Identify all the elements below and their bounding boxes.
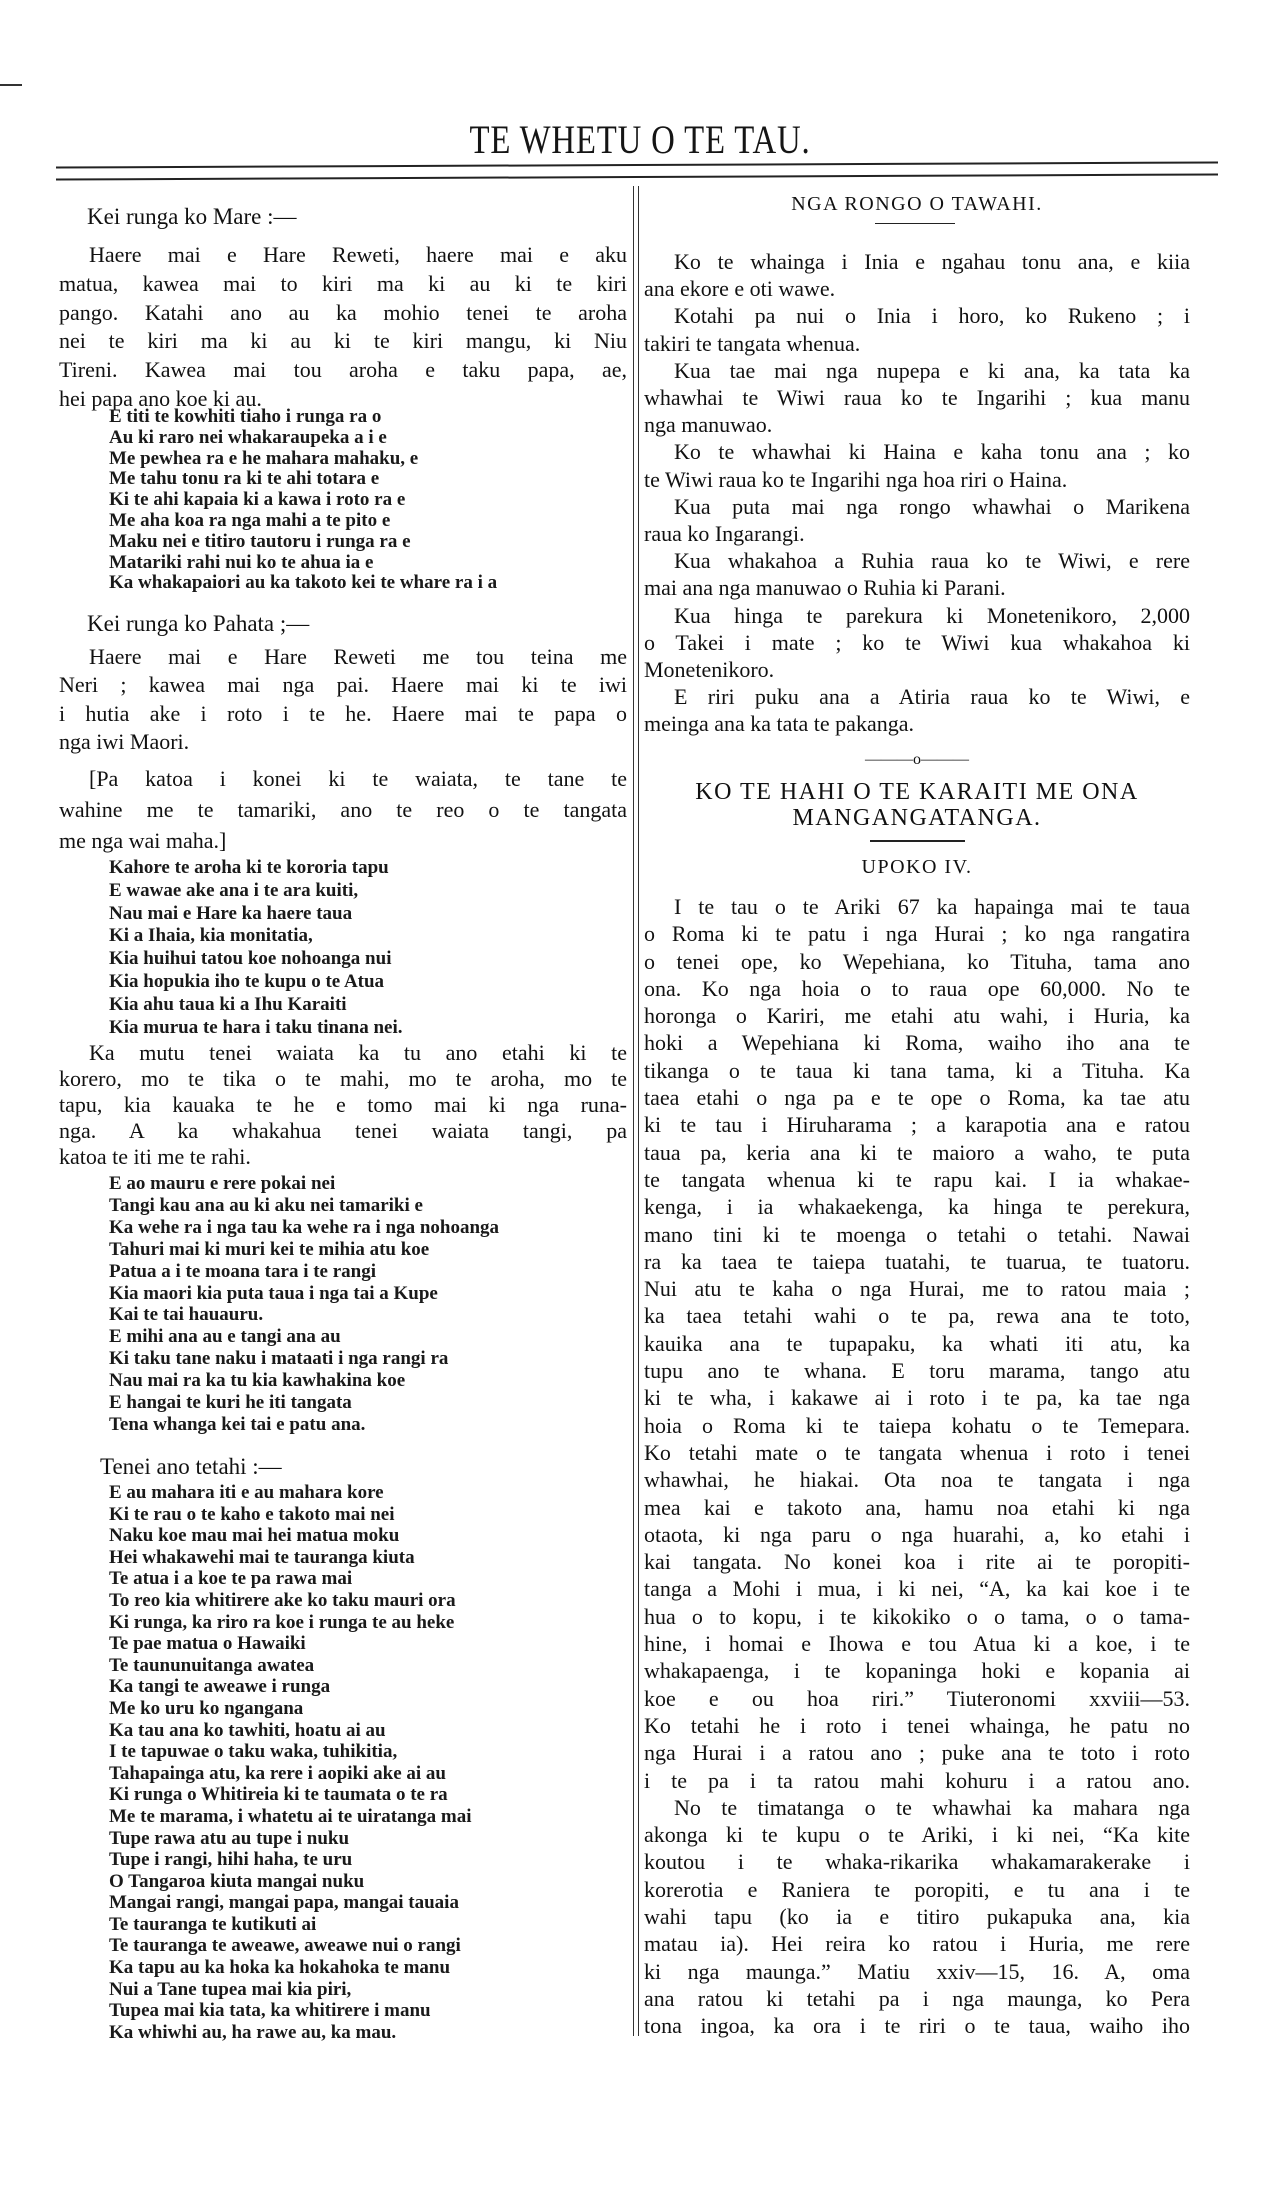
text-line: hoia o Roma ki te taiepa kohatu o te Temepara. [644, 1412, 1190, 1438]
text-line: Ko tetahi he i roto i tenei whainga, he patu no [644, 1712, 1190, 1738]
text-line: ki nga maunga.” Matiu xxiv—15, 16. A, oma [644, 1958, 1190, 1984]
poem-line: Nau mai ra ka tu kia kawhakina koe [109, 1370, 406, 1392]
text-line: otaota, ki nga paru o nga huarahi, a, ko etahi i [644, 1521, 1190, 1547]
masthead-rule-bottom [56, 173, 1218, 180]
paragraph [644, 683, 1190, 737]
text-line: nga. A ka whakahua tenei waiata tangi, pa [59, 1118, 627, 1143]
poem-line: Tena whanga kei tai e patu ana. [109, 1413, 366, 1435]
poem-line: Tupea mai kia tata, ka whitirere i manu [109, 2000, 431, 2022]
paragraph [59, 1040, 627, 1170]
poem-line: Kia murua te hara i taku tinana nei. [109, 1016, 403, 1038]
news-heading-rule [875, 223, 955, 224]
text-line: Haere mai e Hare Reweti, haere mai e aku [89, 242, 627, 267]
column-divider [633, 186, 634, 2036]
text-line: Kua hinga te parekura ki Monetenikoro, 2,000 [674, 602, 1190, 628]
paragraph-mare [59, 241, 627, 414]
text-line: mano tini ki te moenga o tetahi o tetahi. Nawai [644, 1221, 1190, 1247]
text-line: kauika ana te tupapaku, ka whati iti atu, ka [644, 1330, 1190, 1356]
text-line: ana ekore e oti wawe. [644, 276, 836, 302]
poem-line: Me ko uru ko ngangana [109, 1697, 304, 1719]
poem-line: Me te marama, i whatetu ai te uiratanga mai [109, 1805, 472, 1827]
text-line: tona ingoa, ka ora i te riri o te taua, waiho iho [644, 2013, 1190, 2039]
poem-3 [109, 1173, 499, 1436]
text-line: Kua puta mai nga rongo whawhai o Marikena [674, 493, 1190, 519]
text-line: o tenei ope, ko Wepehiana, ko Tituha, tama ano [644, 948, 1190, 974]
poem-line: Me tahu tonu ra ki te ahi totara e [109, 468, 380, 490]
poem-line: Ka tapu au ka hoka ka hokahoka te manu [109, 1957, 451, 1979]
poem-line: Naku koe mau mai hei matua moku [109, 1525, 400, 1547]
text-line: mea kai e takoto ana, hamu noa etahi ki nga [644, 1494, 1190, 1520]
masthead-title: TE WHETU O TE TAU. [469, 117, 811, 162]
text-line: ka taea tetahi wahi o te pa, rewa ana te toto, [644, 1303, 1190, 1329]
poem-line: Ka whiwhi au, ha rawe au, ka mau. [109, 2021, 397, 2043]
text-line: hoki a Wepehiana ki Roma, waiho iho ana te [644, 1030, 1190, 1056]
poem-line: E au mahara iti e au mahara kore [109, 1482, 384, 1503]
poem-line: E mihi ana au e tangi ana au [109, 1326, 341, 1348]
paragraph [644, 248, 1190, 302]
poem-line: Te taununuitanga awatea [109, 1654, 315, 1676]
text-line: whakapaenga, i te kopaninga hoki e kopania ai [644, 1658, 1190, 1684]
text-line: No te timatanga o te whawhai ka mahara nga [674, 1794, 1190, 1820]
text-line: meinga ana ka tata te pakanga. [644, 711, 914, 737]
poem-line: Kia hopukia iho te kupu o te Atua [109, 970, 385, 992]
poem-line: Hei whakawehi mai te tauranga kiuta [109, 1546, 415, 1568]
text-line: whawhai te Wiwi raua ko te Ingarihi ; kua manu [644, 385, 1190, 411]
poem-line: Mangai rangi, mangai papa, mangai tauaia [109, 1892, 459, 1914]
text-line: nga iwi Maori. [59, 728, 190, 754]
poem-line: Kia ahu taua ki a Ihu Karaiti [109, 993, 347, 1015]
poem-line: Au ki raro nei whakaraupeka a i e [109, 426, 387, 448]
poem-line: Ki runga, ka riro ra koe i runga te au heke [109, 1611, 455, 1633]
text-line: takiri te tangata whenua. [644, 330, 861, 356]
text-line: o Takei i mate ; ko te Wiwi kua whakahoa ki [644, 629, 1190, 655]
text-line: Nui atu te kaha o nga Hurai, me to ratou maia ; [644, 1276, 1190, 1302]
poem-line: Kia maori kia puta taua i nga tai a Kupe [109, 1282, 438, 1304]
paragraph [644, 493, 1190, 547]
poem-line: Tangi kau ana au ki aku nei tamariki e [109, 1194, 423, 1216]
text-line: [Pa katoa i konei ki te waiata, te tane te [89, 766, 627, 791]
text-line: nga manuwao. [644, 412, 773, 438]
text-line: kenga, i ia whakaekenga, ka hinga te perekura, [644, 1194, 1190, 1220]
text-line: E riri puku ana a Atiria raua ko te Wiwi, e [674, 684, 1190, 710]
text-line: nei te kiri ma ki au ki te kiri mangu, ki Niu [59, 328, 627, 354]
text-line: hua o to kopu, i te kikokiko o o tama, o o tama- [644, 1603, 1190, 1629]
text-line: koutou i te whaka-rikarika whakamarakerake i [644, 1849, 1190, 1875]
margin-mark [0, 84, 22, 86]
paragraph [644, 893, 1190, 1794]
poem-line: Ki te rau o te kaho e takoto mai nei [109, 1503, 395, 1525]
text-line: nga Hurai i a ratou ano ; puke ana te toto i roto [644, 1740, 1190, 1766]
text-line: i hutia ake i roto i te he. Haere mai te papa o [59, 700, 627, 726]
column-divider-inner [638, 186, 639, 2036]
poem-4 [109, 1482, 472, 2043]
poem-line: Ka wehe ra i nga tau ka wehe ra i nga nohoanga [109, 1216, 500, 1238]
text-line: pango. Katahi ano au ka mohio tenei te aroha [59, 299, 627, 325]
poem-line: Ki runga o Whitireia ki te taumata o te ra [109, 1784, 448, 1806]
paragraph-pahata [59, 643, 627, 756]
news-heading: NGA RONGO O TAWAHI. [791, 193, 1043, 215]
paragraph [644, 1794, 1190, 2040]
text-line: ra ka taea te taiepa tuatahi, te tuarua, te tuatoru. [644, 1248, 1190, 1274]
poem-line: Tahapainga atu, ka rere i aopiki ake ai au [109, 1762, 446, 1784]
poem-line: Ki taku tane naku i mataati i nga rangi ra [109, 1348, 449, 1370]
text-line: Ko te whainga i Inia e ngahau tonu ana, e kiia [674, 249, 1190, 274]
poem-line: Ki te ahi kapaia ki a kawa i roto ra e [109, 489, 406, 511]
text-line: tapu, kia kauaka te he e tomo mai ki nga runa- [59, 1092, 627, 1117]
paragraph [644, 547, 1190, 601]
poem-line: Ki a Ihaia, kia monitatia, [109, 925, 313, 947]
text-line: koe e ou hoa riri.” Tiuteronomi xxviii—53. [644, 1685, 1190, 1711]
paragraph [59, 241, 627, 414]
text-line: tikanga o te taua ki tana tama, ki a Tituha. Ka [644, 1057, 1190, 1083]
text-line: i te pa i ta ratou mahi kohuru i a ratou ano. [644, 1767, 1190, 1793]
text-line: taua pa, keria ana ki te maioro a waho, te puta [644, 1139, 1190, 1165]
poem-2 [109, 857, 402, 1039]
text-line: raua ko Ingarangi. [644, 521, 805, 547]
section-heading-mare: Kei runga ko Mare :— [87, 204, 297, 229]
text-line: I te tau o te Ariki 67 ka hapainga mai te taua [674, 894, 1190, 919]
poem-line: Te tauranga te kutikuti ai [109, 1913, 317, 1935]
news-body [644, 248, 1190, 738]
poem-line: Matariki rahi nui ko te ahua ia e [109, 551, 374, 573]
section-heading-pahata: Kei runga ko Pahata ;— [87, 611, 310, 636]
poem-line: Ka tau ana ko tawhiti, hoatu ai au [109, 1719, 386, 1741]
text-line: Monetenikoro. [644, 657, 775, 683]
text-line: taea etahi o nga pa e te ope o Roma, ka tae atu [644, 1085, 1190, 1111]
text-line: tupu ano te whana. E toru marama, tango atu [644, 1358, 1190, 1384]
text-line: Tireni. Kawea mai tou aroha e taku papa, ae, [59, 357, 627, 383]
text-line: Ko tetahi mate o te tangata whenua i roto i tenei [644, 1439, 1190, 1465]
text-line: tanga a Mohi i mua, i ki nei, “A, ka kai koe i te [644, 1576, 1190, 1602]
text-line: korero, mo te tika o te mahi, mo te aroha, mo te [59, 1066, 627, 1091]
article-heading-line-2: MANGANGATANGA. [792, 805, 1042, 831]
paragraph-bracket [59, 763, 627, 856]
text-line: Ko te whawhai ki Haina e kaha tonu ana ; ko [674, 439, 1190, 465]
poem-line: Nau mai e Hare ka haere taua [109, 902, 353, 924]
text-line: Ka mutu tenei waiata ka tu ano etahi ki te [89, 1040, 627, 1065]
paragraph [59, 643, 627, 756]
paragraph [644, 602, 1190, 684]
text-line: whawhai, he hiakai. Ota noa te tangata i nga [644, 1467, 1190, 1493]
text-line: horonga o Kariri, me etahi atu wahi, i Huria, ka [644, 1003, 1190, 1029]
text-line: te Wiwi raua ko te Ingarihi nga hoa riri o Haina. [644, 466, 1068, 492]
poem-line: Kia huihui tatou koe nohoanga nui [109, 948, 392, 970]
poem-line: Tupe i rangi, hihi haha, te uru [109, 1849, 353, 1871]
poem-line: Te atua i a koe te pa rawa mai [109, 1568, 353, 1590]
paragraph [59, 763, 627, 856]
text-line: matua, kawea mai to kiri ma ki au ki te kiri [59, 270, 627, 296]
section-heading-tetahi: Tenei ano tetahi :— [100, 1454, 282, 1479]
text-line: Kotahi pa nui o Inia i horo, ko Rukeno ; i [674, 303, 1190, 329]
poem-line: To reo kia whitirere ake ko taku mauri ora [109, 1589, 456, 1611]
poem-line: Maku nei e titiro tautoru i runga ra e [109, 530, 411, 552]
text-line: mai ana nga manuwao o Ruhia ki Parani. [644, 575, 1006, 601]
poem-line: Nui a Tane tupea mai kia piri, [109, 1978, 352, 2000]
text-line: te tangata whenua ki te rapu kai. I ia whakae- [644, 1166, 1190, 1192]
text-line: ona. Ko nga hoia o to raua ope 60,000. No te [644, 975, 1190, 1001]
poem-line: Ka whakapaiori au ka takoto kei te whare ra i a [109, 572, 498, 594]
chapter-heading: UPOKO IV. [861, 856, 973, 878]
paragraph [644, 438, 1190, 492]
text-line: Neri ; kawea mai nga pai. Haere mai ki te iwi [59, 672, 627, 698]
text-line: wahine me te tamariki, ano te reo o te tangata [59, 797, 627, 822]
paragraph-mutu [59, 1040, 627, 1170]
article-body [644, 893, 1190, 2039]
poem-line: O Tangaroa kiuta mangai nuku [109, 1870, 365, 1892]
poem-line: Kai te tai hauauru. [109, 1304, 264, 1326]
article-heading-rule [870, 840, 965, 842]
poem-line: Te tauranga te aweawe, aweawe nui o rangi [109, 1935, 461, 1957]
poem-line: Me aha koa ra nga mahi a te pito e [109, 509, 391, 531]
text-line: me nga wai maha.] [59, 828, 227, 853]
text-line: hei papa ano koe ki au. [59, 385, 262, 411]
poem-line: Tupe rawa atu au tupe i nuku [109, 1827, 350, 1849]
poem-line: Te pae matua o Hawaiki [109, 1633, 306, 1655]
text-line: korerotia e Raniera te poropiti, e tu ana i te [644, 1876, 1190, 1902]
text-line: Haere mai e Hare Reweti me tou teina me [89, 644, 627, 669]
text-line: ki te tau i Hiruharama ; a karapotia ana e ratou [644, 1112, 1190, 1138]
text-line: hine, i homai e Ihowa e tou Atua ki a koe, i te [644, 1631, 1190, 1657]
article-heading-line-1: KO TE HAHI O TE KARAITI ME ONA [695, 779, 1139, 805]
poem-line: Me pewhea ra e he mahara mahaku, e [109, 447, 419, 469]
poem-1 [109, 407, 497, 594]
poem-line: Patua a i te moana tara i te rangi [109, 1260, 377, 1282]
text-line: ki te wha, i kakawe ai i roto i te pa, ka tae nga [644, 1385, 1190, 1411]
poem-line: E ao mauru e rere pokai nei [109, 1173, 336, 1194]
section-separator: ———o——— [865, 751, 969, 768]
text-line: akonga ki te kupu o te Ariki, i ki nei, “Ka kite [644, 1822, 1190, 1848]
poem-line: E titi te kowhiti tiaho i runga ra o [109, 406, 382, 427]
text-line: wahi tapu (ko ia e titiro pukapuka ana, kia [644, 1903, 1190, 1929]
paragraph [644, 302, 1190, 356]
poem-line: E hangai te kuri he iti tangata [109, 1392, 352, 1414]
poem-line: Ka tangi te aweawe i runga [109, 1676, 331, 1698]
text-line: Kua tae mai nga nupepa e ki ana, ka tata ka [674, 357, 1190, 383]
text-line: ana ratou ki tetahi pa i nga maunga, ko Pera [644, 1985, 1190, 2011]
poem-line: Tahuri mai ki muri kei te mihia atu koe [109, 1238, 430, 1260]
text-line: kai tangata. No konei koa i rite ai te poropiti- [644, 1549, 1190, 1575]
text-line: matau ia). Hei reira ko ratou i Huria, me rere [644, 1931, 1190, 1957]
text-line: o Roma ki te patu i nga Hurai ; ko nga rangatira [644, 921, 1190, 947]
poem-line: I te tapuwae o taku waka, tuhikitia, [109, 1741, 398, 1763]
poem-line: Kahore te aroha ki te kororia tapu [109, 857, 389, 878]
text-line: Kua whakahoa a Ruhia raua ko te Wiwi, e rere [674, 548, 1190, 574]
paragraph [644, 357, 1190, 439]
text-line: katoa te iti me te rahi. [59, 1144, 251, 1169]
poem-line: E wawae ake ana i te ara kuiti, [109, 879, 359, 901]
